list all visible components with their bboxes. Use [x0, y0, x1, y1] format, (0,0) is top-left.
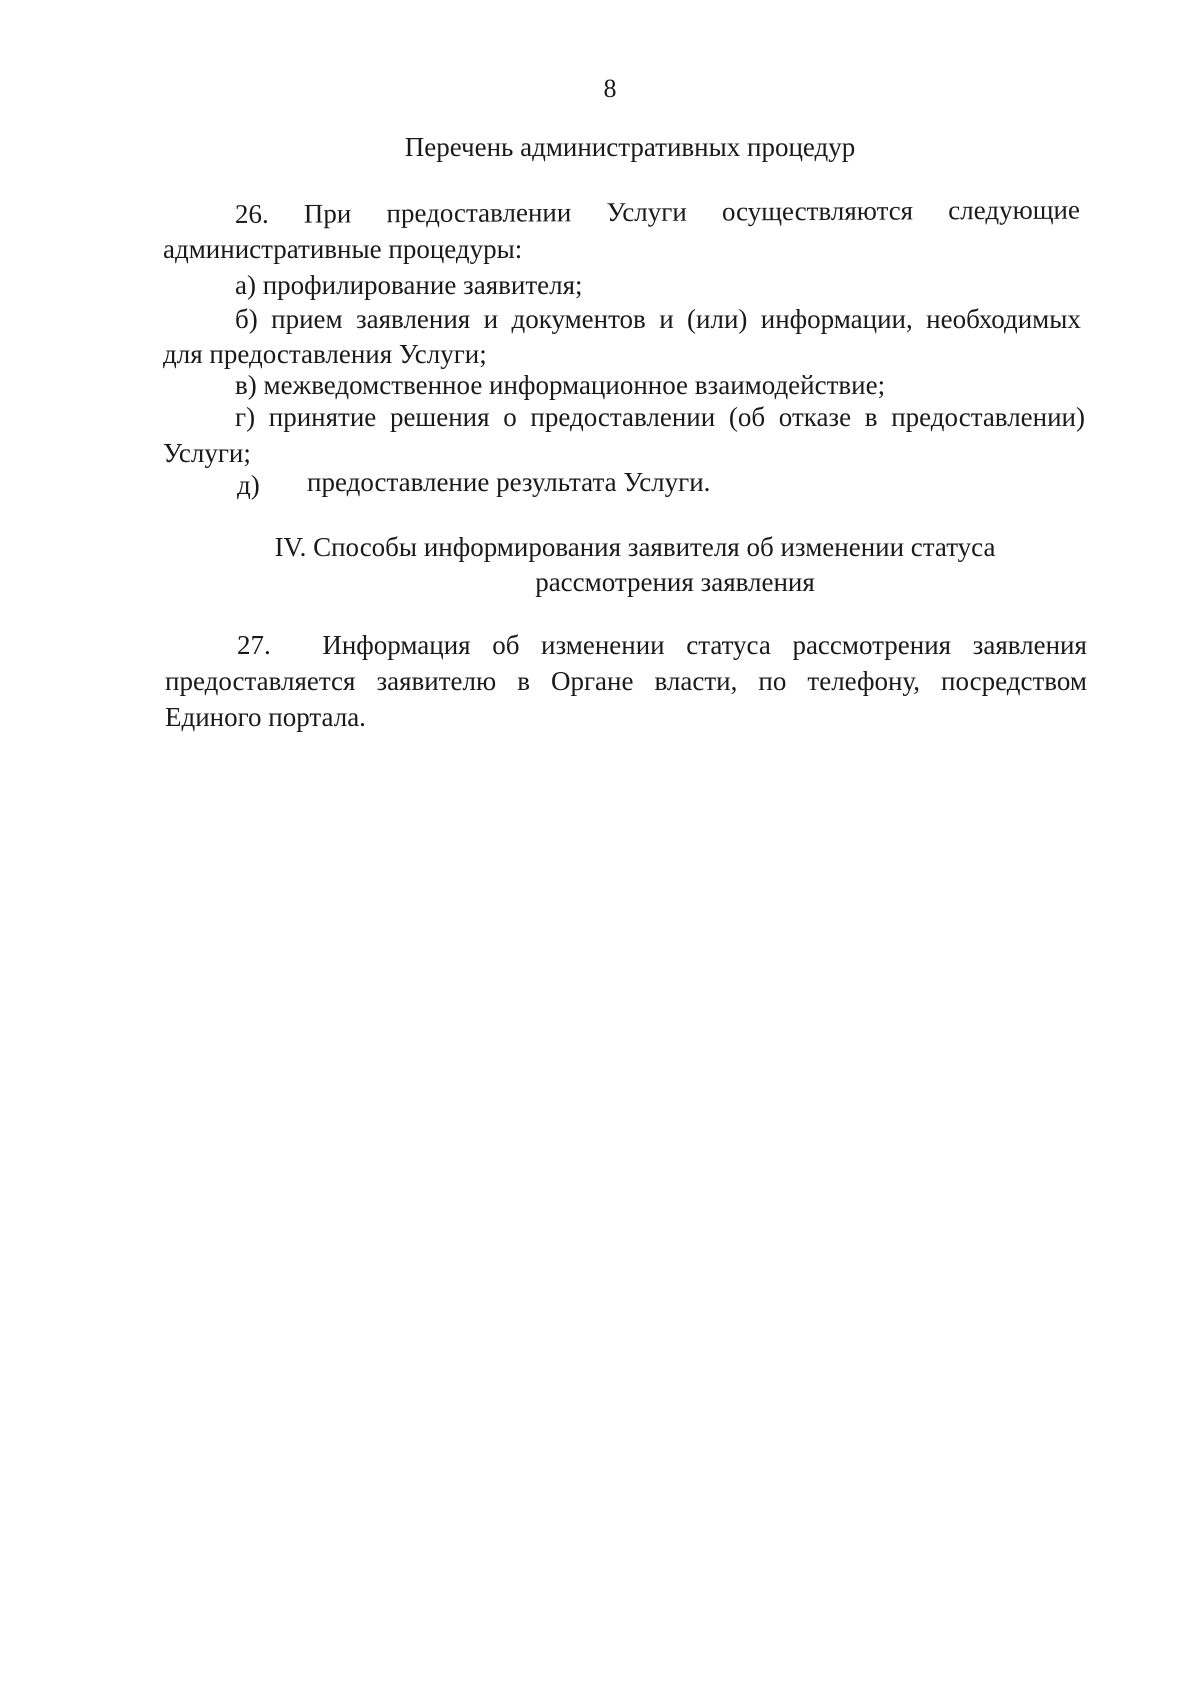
word: предоставлении [386, 197, 572, 229]
word: в [864, 402, 878, 432]
word: посредством [941, 666, 1087, 696]
word: (об [728, 402, 766, 432]
word: Услуги [606, 196, 687, 228]
word: При [303, 198, 352, 229]
word: следующие [948, 194, 1081, 226]
section-iv-heading-line-1: IV. Способы информирования заявителя об изменении статуса [274, 532, 996, 562]
page-number: 8 [603, 74, 617, 103]
list-item-g-line-1 [235, 400, 1085, 434]
word: предоставлении [530, 402, 716, 432]
paragraph-27-line-1 [237, 628, 1087, 662]
word: заявления [355, 304, 471, 334]
list-item-a: а) профилирование заявителя; [235, 270, 583, 300]
word: предоставлении) [891, 402, 1085, 432]
word: необходимых [926, 304, 1081, 334]
list-item-g-line-2: Услуги; [163, 438, 251, 468]
word: в [517, 666, 530, 696]
paragraph-26-line-1 [235, 193, 1080, 231]
heading-procedures: Перечень административных процедур [404, 132, 856, 162]
list-item-b-line-2: для предоставления Услуги; [163, 339, 487, 369]
word: об [492, 630, 520, 660]
section-iv-heading-line-2: рассмотрения заявления [535, 567, 815, 597]
word: решения [389, 402, 490, 432]
word: Информация [322, 630, 471, 660]
word: г) [235, 402, 256, 432]
word: телефону, [807, 666, 920, 696]
list-item-d-letter: д) [237, 470, 260, 500]
word: предоставляется [165, 666, 356, 696]
word: по [758, 666, 787, 696]
list-item-b-line-1 [235, 302, 1081, 336]
paragraph-number: 27. [237, 630, 271, 660]
word: 26. [234, 198, 269, 229]
word: статуса [686, 630, 771, 660]
word: власти, [654, 666, 738, 696]
word: рассмотрения [792, 630, 952, 660]
paragraph-27-line-2 [165, 664, 1087, 698]
word: заявителю [376, 666, 497, 696]
word: информации, [760, 304, 913, 334]
word: документов [511, 304, 646, 334]
word: Органе [550, 666, 634, 696]
word: осуществляются [721, 195, 914, 227]
word: б) [235, 304, 258, 334]
list-item-d-text: предоставление результата Услуги. [307, 467, 711, 497]
word: и [483, 304, 499, 334]
word: изменении [541, 630, 665, 660]
word: прием [271, 304, 343, 334]
paragraph-27-line-3: Единого портала. [165, 702, 366, 732]
word: (или) [687, 304, 748, 334]
word: заявления [972, 630, 1087, 660]
word: отказе [778, 402, 852, 432]
word: принятие [268, 402, 377, 432]
word: и [659, 304, 674, 334]
paragraph-26-line-2: административные процедуры: [163, 234, 523, 264]
list-item-v: в) межведомственное информационное взаимодействие; [235, 370, 886, 400]
word: о [503, 402, 517, 432]
